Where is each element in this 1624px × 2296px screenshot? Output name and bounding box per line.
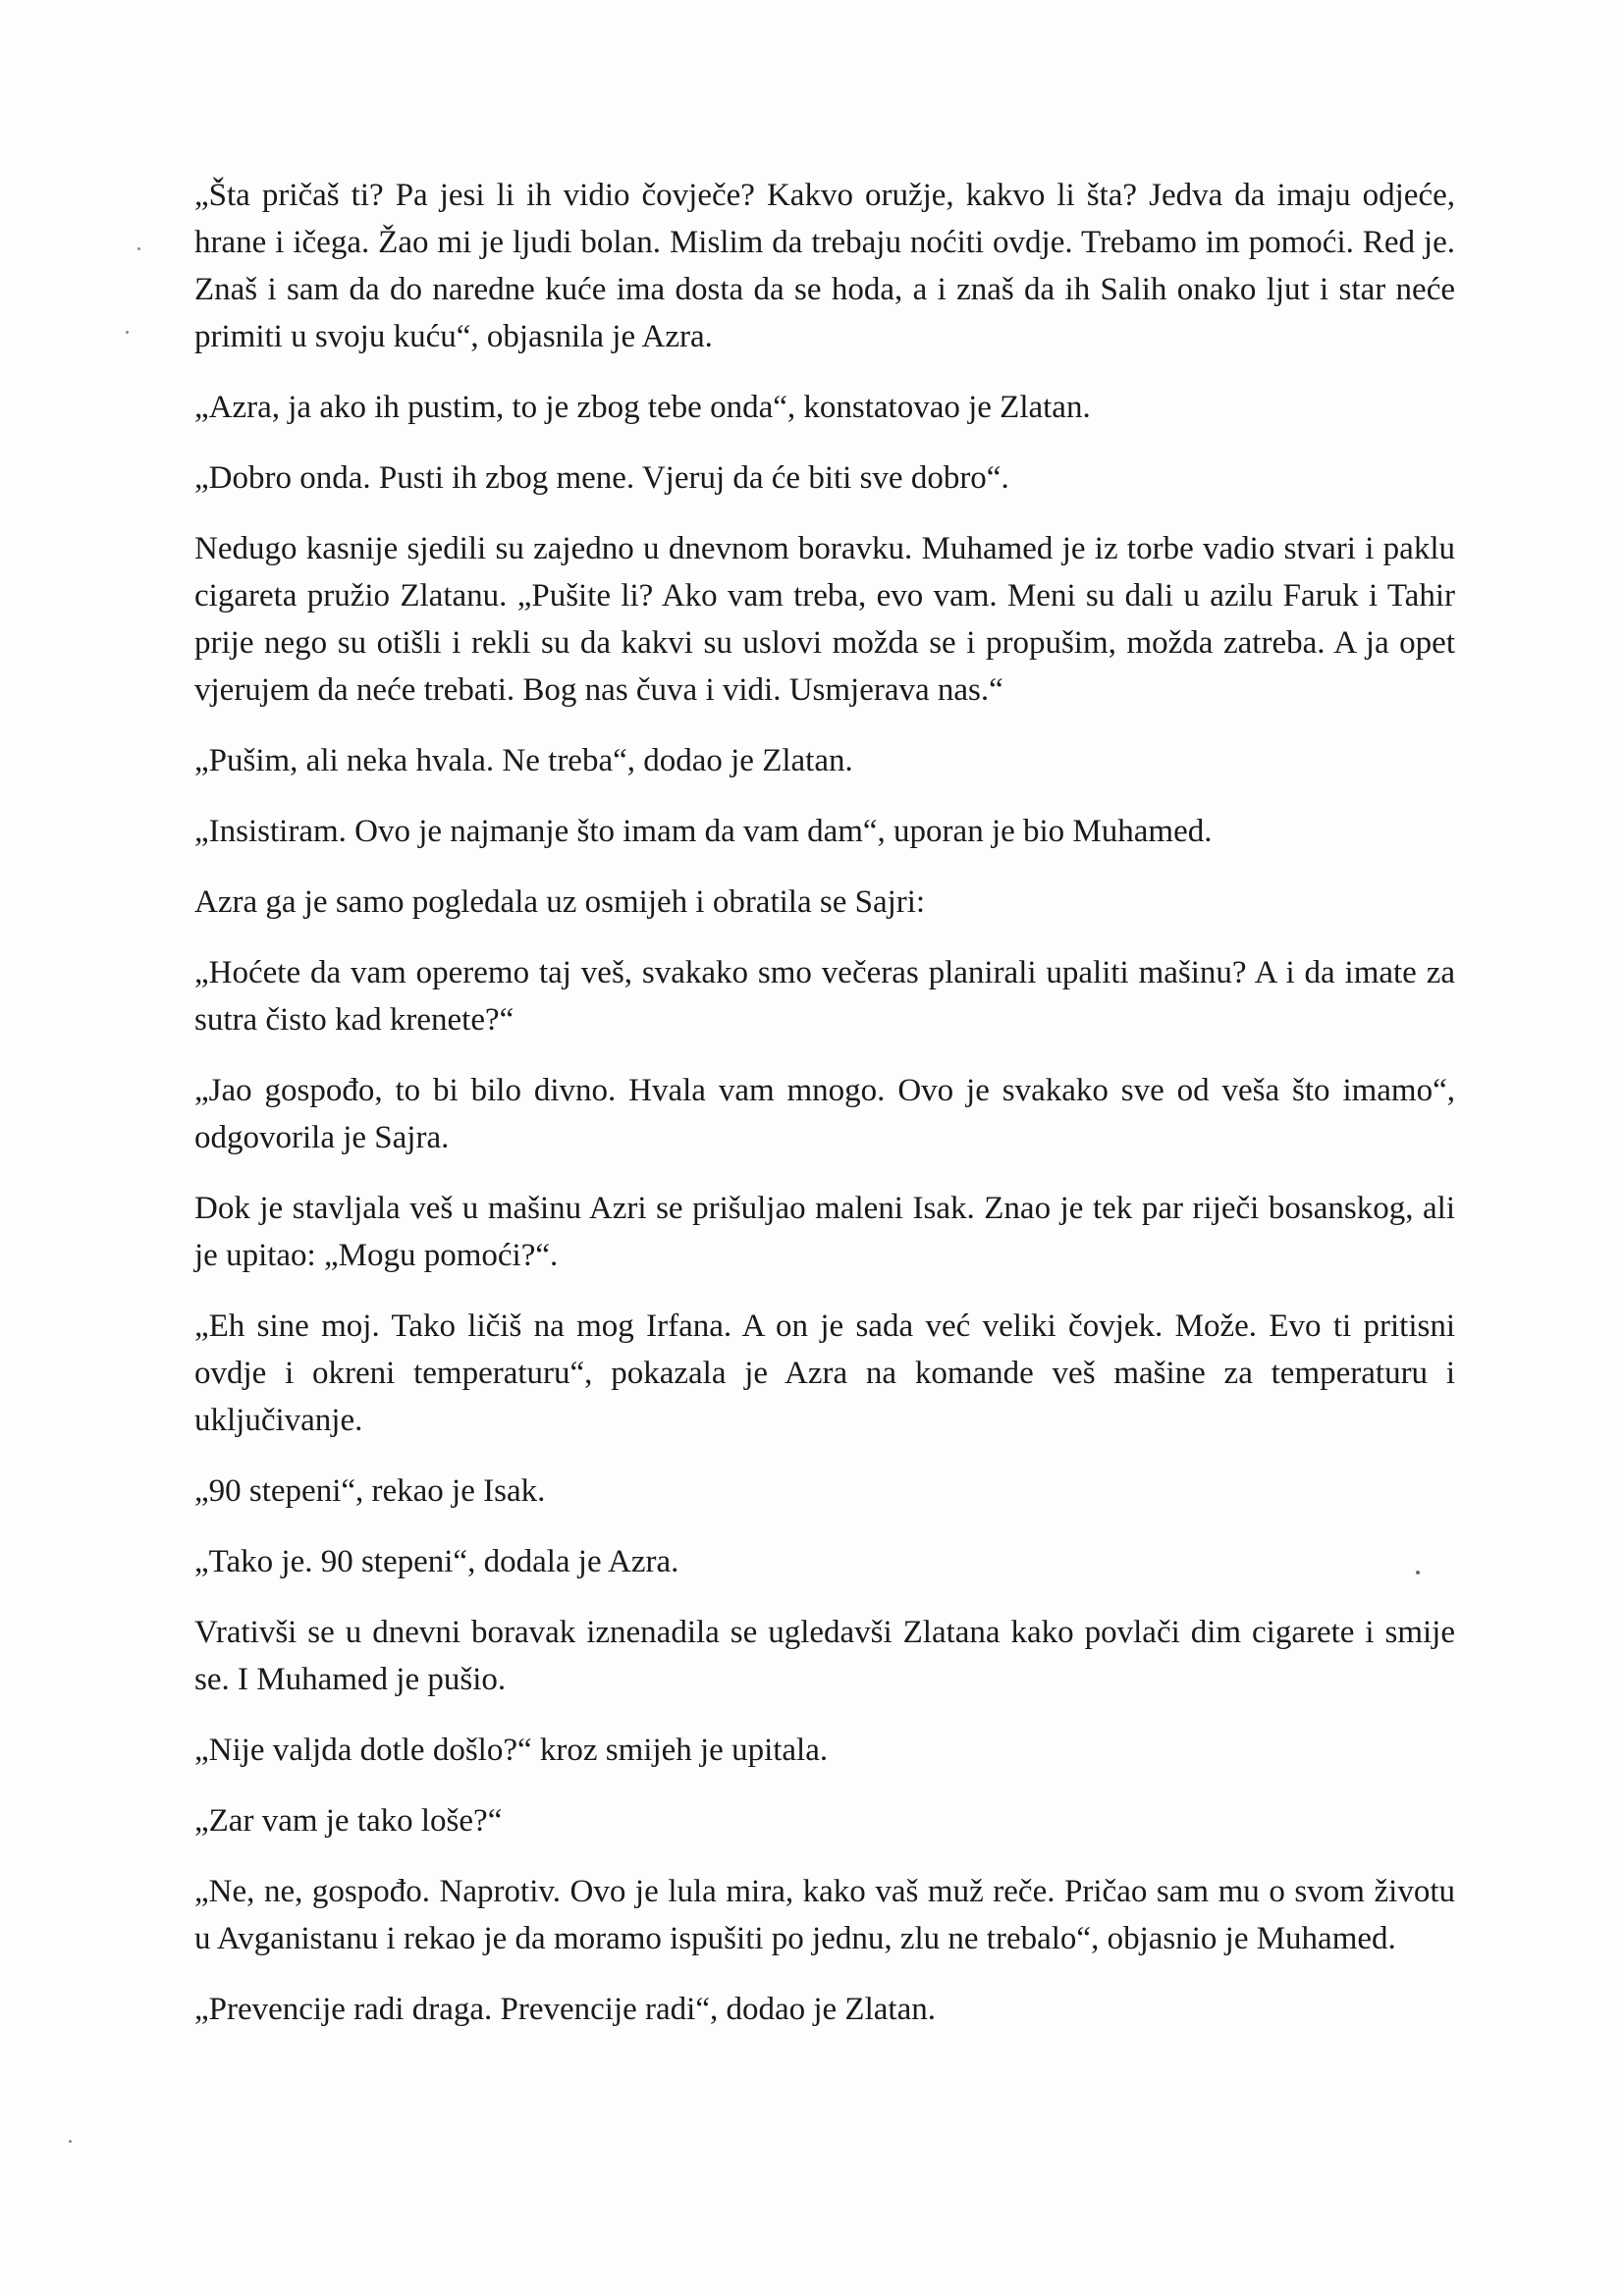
paragraph: „Tako je. 90 stepeni“, dodala je Azra. [194,1544,679,1579]
paragraph: Vrativši se u dnevni boravak iznenadila se ugledavši Zlatana kako povlači dim cigarete i smije se. I Muhamed je pušio. [194,1615,1455,1697]
paragraph: Nedugo kasnije sjedili su zajedno u dnevnom boravku. Muhamed je iz torbe vadio stvari i paklu cigareta pružio Zlatanu. „Pušite li? Ako vam treba, evo vam. Meni su dali u azilu Faruk i Tahir prije nego su otišli i rekli su da kakvi su uslovi možda se i propušim, možda zatreba. A ja opet vjerujem da neće trebati. Bog nas čuva i vidi. Usmjerava nas.“ [194,531,1455,708]
paragraph: Azra ga je samo pogledala uz osmijeh i obratila se Sajri: [194,884,926,920]
scan-speck [69,2140,72,2143]
scan-speck [126,331,129,334]
paragraph: „90 stepeni“, rekao je Isak. [194,1473,546,1509]
paragraph: „Hoćete da vam operemo taj veš, svakako smo večeras planirali upaliti mašinu? A i da imate za sutra čisto kad krenete?“ [194,955,1455,1038]
paragraph: „Pušim, ali neka hvala. Ne treba“, dodao je Zlatan. [194,743,853,778]
paragraph: „Azra, ja ako ih pustim, to je zbog tebe onda“, konstatovao je Zlatan. [194,390,1091,425]
paragraph: „Ne, ne, gospođo. Naprotiv. Ovo je lula mira, kako vaš muž reče. Pričao sam mu o svom životu u Avganistanu i rekao je da moramo ispušiti po jednu, zlu ne trebalo“, objasnio je Muhamed. [194,1874,1455,1956]
paragraph: „Prevencije radi draga. Prevencije radi“, dodao je Zlatan. [194,1992,936,2027]
body-text [194,172,1455,2056]
paragraph: „Eh sine moj. Tako ličiš na mog Irfana. A on je sada već veliki čovjek. Može. Evo ti pritisni ovdje i okreni temperaturu“, pokazala je Azra na komande veš mašine za temperaturu i uključivanje. [194,1308,1455,1438]
scan-speck [1416,1571,1420,1575]
paragraph: „Šta pričaš ti? Pa jesi li ih vidio čovječe? Kakvo oružje, kakvo li šta? Jedva da imaju odjeće, hrane i ičega. Žao mi je ljudi bolan. Mislim da trebaju noćiti ovdje. Trebamo im pomoći. Red je. Znaš i sam da do naredne kuće ima dosta da se hoda, a i znaš da ih Salih onako ljut i star neće primiti u svoju kuću“, objasnila je Azra. [194,178,1455,354]
paragraph: Dok je stavljala veš u mašinu Azri se prišuljao maleni Isak. Znao je tek par riječi bosanskog, ali je upitao: „Mogu pomoći?“. [194,1191,1455,1273]
paragraph: „Jao gospođo, to bi bilo divno. Hvala vam mnogo. Ovo je svakako sve od veša što imamo“, odgovorila je Sajra. [194,1073,1455,1155]
paragraph: „Zar vam je tako loše?“ [194,1803,503,1839]
paragraph: „Insistiram. Ovo je najmanje što imam da vam dam“, uporan je bio Muhamed. [194,814,1213,849]
scan-speck [137,247,140,250]
paragraph: „Nije valjda dotle došlo?“ kroz smijeh je upitala. [194,1733,829,1768]
paragraph: „Dobro onda. Pusti ih zbog mene. Vjeruj da će biti sve dobro“. [194,460,1009,496]
